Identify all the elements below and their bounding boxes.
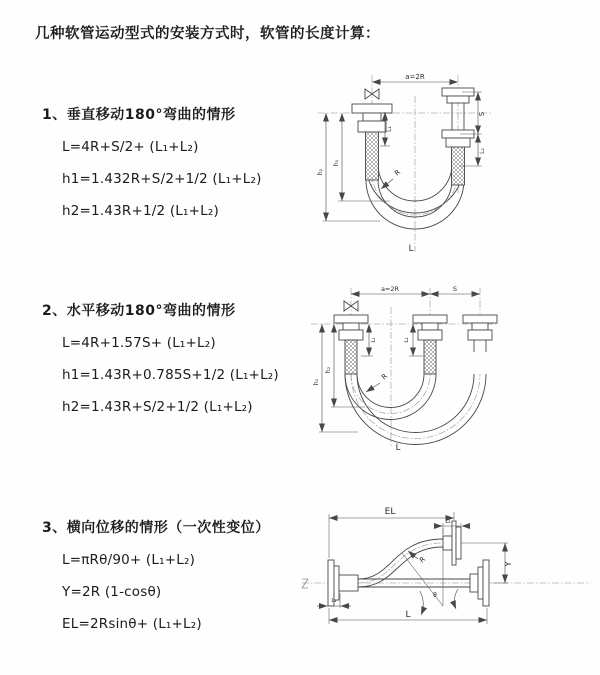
formula-line: Y=2R (1-cosθ) (62, 584, 162, 600)
dimension-l1-l2 (361, 324, 423, 356)
section-2-heading: 2、水平移动180°弯曲的情形 (42, 303, 236, 319)
section-horizontal-180 (42, 300, 279, 423)
section-1-heading: 1、垂直移动180°弯曲的情形 (42, 107, 236, 123)
radius-callout (381, 168, 402, 189)
formula-line: L=4R+S/2+ (L₁+L₂) (62, 139, 199, 155)
dim-label-theta: θ (433, 592, 437, 599)
dim-label-l2: L₂ (404, 337, 410, 343)
dim-label-a2r: a=2R (405, 73, 425, 81)
dim-label-h2: h₂ (325, 366, 332, 374)
left-end-fitting (352, 104, 392, 180)
dim-label-r: R (418, 555, 428, 565)
centerline-break-mark (302, 579, 308, 588)
right-end-fitting (463, 315, 497, 352)
dim-label-s: S (478, 111, 486, 117)
dimension-el (329, 507, 454, 558)
dim-label-l-bottom: L (395, 443, 401, 453)
dim-label-l2: L₂ (479, 148, 486, 154)
dim-label-l1: L₁ (331, 598, 337, 604)
section-vertical-180 (42, 104, 262, 227)
displaced-hose (358, 539, 443, 587)
page-title: 几种软管运动型式的安装方式时，软管的长度计算： (35, 26, 380, 42)
section-3-heading: 3、横向位移的情形（一次性变位） (42, 520, 270, 536)
centerlines (311, 288, 499, 446)
formula-line: h1=1.43R+0.785S+1/2 (L₁+L₂) (62, 367, 279, 383)
radius-callout (366, 372, 389, 392)
formula-line: h2=1.43R+1/2 (L₁+L₂) (62, 203, 219, 219)
dim-label-l-bottom: L (408, 244, 414, 254)
dim-label-h1: h₁ (313, 378, 320, 386)
dim-label-a2r: a=2R (380, 285, 400, 293)
formula-line: h1=1.432R+S/2+1/2 (L₁+L₂) (62, 171, 262, 187)
formula-line: L=πRθ/90+ (L₁+L₂) (62, 552, 196, 568)
dim-label-l: L (405, 610, 411, 620)
hose-u-curves (345, 374, 486, 445)
dimension-a-2r (372, 73, 458, 82)
dim-label-h1: h₁ (333, 159, 340, 167)
dim-label-l1: L₁ (371, 337, 377, 343)
dim-label-r: R (393, 168, 403, 178)
dim-label-l1: L₁ (386, 126, 393, 132)
formula-line: h2=1.43R+S/2+1/2 (L₁+L₂) (62, 399, 253, 415)
right-flange (470, 560, 489, 606)
formula-line: EL=2Rsinθ+ (L₁+L₂) (62, 616, 202, 632)
dimension-a-2r-s (351, 285, 480, 294)
dim-label-r: R (380, 372, 390, 382)
diagram-vertical-180-bend (310, 68, 592, 258)
dim-label-l2: L₂ (445, 519, 451, 525)
displaced-flange (443, 521, 461, 565)
right-end-fitting (442, 88, 474, 185)
formula-line: L=4R+1.57S+ (L₁+L₂) (62, 335, 216, 351)
diagram-lateral-displacement (298, 496, 598, 644)
section-lateral-displacement (42, 517, 270, 640)
dim-label-h2: h₂ (317, 168, 324, 176)
dim-label-y: Y (504, 561, 513, 567)
dim-label-s: S (452, 285, 458, 293)
dimension-l (329, 608, 487, 624)
dim-label-el: EL (384, 507, 396, 517)
diagram-horizontal-180-bend (303, 282, 600, 454)
